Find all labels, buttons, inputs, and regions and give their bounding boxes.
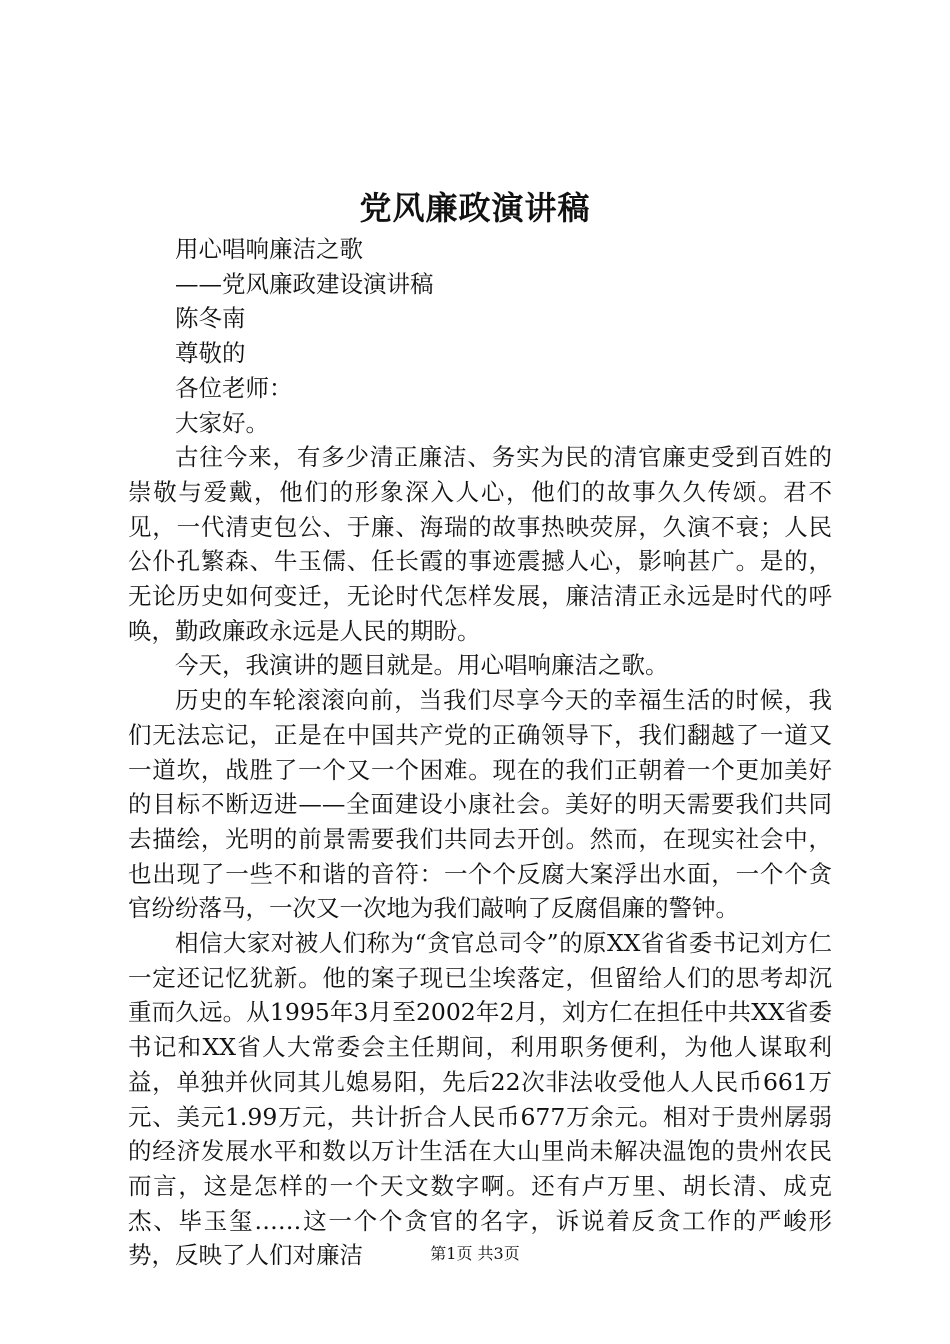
paragraph-3: 历史的车轮滚滚向前，当我们尽享今天的幸福生活的时候，我们无法忘记，正是在中国共产党的正确领导下，我们翻越了一道又一道坎，战胜了一个又一个困难。现在的我们正朝着一个更加美好的目标不断迈进——全面建设小康社会。美好的明天需要我们共同去描绘，光明的前景需要我们共同去开创。然而，在现实社会中，也出现了一些不和谐的音符：一个个反腐大案浮出水面，一个个贪官纷纷落马，一次又一次地为我们敲响了反腐倡廉的警钟。 (128, 686, 832, 923)
subtitle-line-2: ——党风廉政建设演讲稿 (175, 269, 434, 298)
paragraph-1: 古往今来，有多少清正廉洁、务实为民的清官廉吏受到百姓的崇敬与爱戴，他们的形象深入人心，他们的故事久久传颂。君不见，一代清吏包公、于廉、海瑞的故事热映荧屏，久演不衰；人民公仆孔繁森、牛玉儒、任长霞的事迹震撼人心，影响甚广。是的，无论历史如何变迁，无论时代怎样发展，廉洁清正永远是时代的呼唤，勤政廉政永远是人民的期盼。 (128, 443, 832, 645)
salutation: 尊敬的 (175, 339, 246, 368)
document-body (128, 232, 832, 1273)
subtitle: 用心唱响廉洁之歌 (175, 235, 363, 263)
salutation-recipients: 各位老师： (175, 373, 293, 402)
author-name: 陈冬南 (175, 304, 246, 333)
paragraph-4: 相信大家对被人们称为“贪官总司令”的原XX省省委书记刘方仁一定还记忆犹新。他的案子现已尘埃落定，但留给人们的思考却沉重而久远。从1995年3月至2002年2月，刘方仁在担任中共XX省委书记和XX省人大常委会主任期间，利用职务便利，为他人谋取利益，单独并伙同其儿媳易阳，先后22次非法收受他人人民币661万元、美元1.99万元，共计折合人民币677万余元。相对于贵州孱弱的经济发展水平和数以万计生活在大山里尚未解决温饱的贵州农民而言，这是怎样的一个天文数字啊。还有卢万里、胡长清、成克杰、毕玉玺……这一个个贪官的名字，诉说着反贪工作的严峻形势，反映了人们对廉洁 (128, 929, 832, 1270)
greeting: 大家好。 (175, 408, 269, 437)
page-footer: 第1页 共3页 (430, 1244, 520, 1263)
document-title: 党风廉政演讲稿 (359, 189, 591, 227)
paragraph-2: 今天，我演讲的题目就是。用心唱响廉洁之歌。 (175, 651, 669, 680)
